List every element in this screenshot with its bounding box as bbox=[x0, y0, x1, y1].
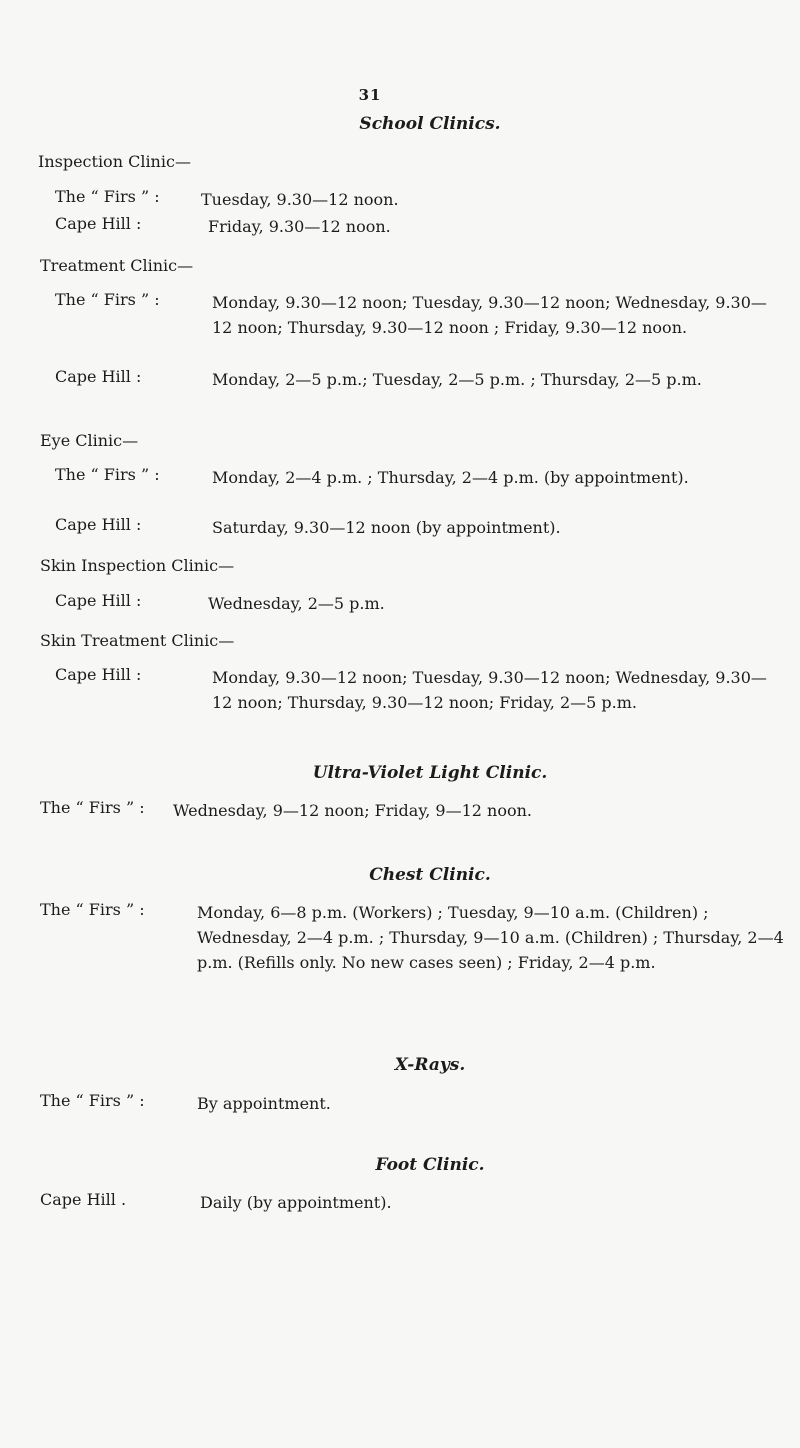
section-title-skin-treatment: Skin Treatment Clinic— bbox=[40, 631, 235, 650]
place-label: Cape Hill : bbox=[55, 591, 142, 610]
place-label: The “ Firs ” : bbox=[55, 290, 160, 309]
place-label: The “ Firs ” : bbox=[40, 1091, 145, 1110]
clinic-times: Tuesday, 9.30—12 noon. bbox=[201, 190, 399, 209]
page-number: 31 bbox=[358, 86, 382, 104]
section-title-inspection: Inspection Clinic— bbox=[38, 152, 191, 171]
section-title-treatment: Treatment Clinic— bbox=[40, 256, 194, 275]
clinic-times: Monday, 2—5 p.m.; Tuesday, 2—5 p.m. ; Thursday, 2—5 p.m. bbox=[212, 370, 702, 389]
clinic-times: Monday, 9.30—12 noon; Tuesday, 9.30—12 noon; Wednesday, 9.30—12 noon; Thursday, 9.30—12 noon; Friday, 2—5 p.m. bbox=[212, 668, 767, 712]
place-label: Cape Hill . bbox=[40, 1190, 127, 1209]
foot-heading: Foot Clinic. bbox=[375, 1155, 485, 1175]
place-label: Cape Hill : bbox=[55, 367, 142, 386]
clinic-times: Monday, 9.30—12 noon; Tuesday, 9.30—12 noon; Wednesday, 9.30—12 noon; Thursday, 9.30—12 noon ; Friday, 9.30—12 noon. bbox=[212, 293, 767, 337]
place-label: The “ Firs ” : bbox=[55, 187, 160, 206]
clinic-times: Wednesday, 9—12 noon; Friday, 9—12 noon. bbox=[173, 801, 532, 820]
school-clinics-heading: School Clinics. bbox=[359, 114, 501, 134]
place-label: Cape Hill : bbox=[55, 214, 142, 233]
xrays-heading: X-Rays. bbox=[394, 1055, 466, 1075]
clinic-times: Daily (by appointment). bbox=[200, 1193, 392, 1212]
clinic-times: Saturday, 9.30—12 noon (by appointment). bbox=[212, 518, 561, 537]
clinic-times: Monday, 2—4 p.m. ; Thursday, 2—4 p.m. (by appointment). bbox=[212, 468, 689, 487]
clinic-times: Wednesday, 2—5 p.m. bbox=[208, 594, 385, 613]
place-label: The “ Firs ” : bbox=[55, 465, 160, 484]
chest-heading: Chest Clinic. bbox=[369, 865, 491, 885]
clinic-times: Friday, 9.30—12 noon. bbox=[208, 217, 391, 236]
place-label: The “ Firs ” : bbox=[40, 900, 145, 919]
place-label: The “ Firs ” : bbox=[40, 798, 145, 817]
clinic-times: By appointment. bbox=[197, 1094, 331, 1113]
section-title-eye: Eye Clinic— bbox=[40, 431, 139, 450]
place-label: Cape Hill : bbox=[55, 515, 142, 534]
ultra-violet-heading: Ultra-Violet Light Clinic. bbox=[312, 763, 548, 783]
clinic-times: Monday, 6—8 p.m. (Workers) ; Tuesday, 9—10 a.m. (Children) ; Wednesday, 2—4 p.m. ; Thursday, 9—10 a.m. (Children) ; Thursday, 2—4 p.m. (Refills only. No new cases seen) ; Friday, 2—4 p.m. bbox=[197, 903, 784, 972]
place-label: Cape Hill : bbox=[55, 665, 142, 684]
section-title-skin-inspection: Skin Inspection Clinic— bbox=[40, 556, 235, 575]
